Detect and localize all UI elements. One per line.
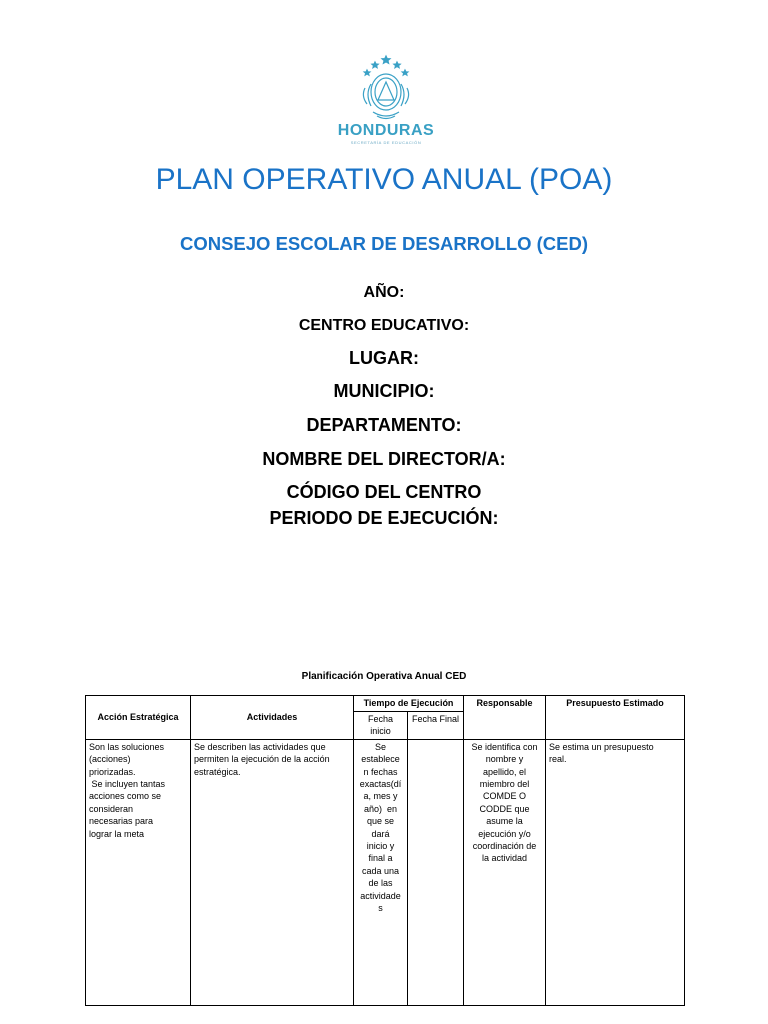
cell-line: CODDE que: [479, 803, 530, 814]
header-fecha-final: Fecha Final: [408, 712, 464, 740]
cell-line: apellido, el: [483, 766, 527, 777]
field-codigo-centro: CÓDIGO DEL CENTRO: [286, 482, 482, 502]
cell-line: Se describen las actividades que: [194, 741, 326, 752]
table-caption: Planificación Operativa Anual CED: [301, 671, 467, 682]
header-responsable: Responsable: [464, 696, 546, 740]
cell-line: COMDE O: [483, 791, 527, 802]
cell-line: Se estima un presupuesto: [549, 741, 654, 752]
field-periodo-ejecucion: PERIODO DE EJECUCIÓN:: [269, 508, 499, 528]
cell-line: miembro del: [479, 779, 530, 790]
logo-subtitle: SECRETARÍA DE EDUCACIÓN: [350, 140, 422, 145]
cell-line: exactas(dí: [359, 779, 402, 790]
document-subtitle: CONSEJO ESCOLAR DE DESARROLLO (CED): [179, 233, 589, 254]
cell-line: inicio y: [366, 841, 395, 852]
cell-line: cada una: [361, 865, 400, 876]
header-actividades: Actividades: [191, 696, 354, 740]
cell-line: Se incluyen tantas: [89, 779, 166, 790]
cell-line: a, mes y: [363, 791, 398, 802]
coat-of-arms-emblem: [351, 54, 421, 122]
cell-line: permiten la ejecución de la acción: [194, 754, 330, 765]
cell-line: la actividad: [482, 853, 528, 864]
cell-line: real.: [549, 754, 567, 765]
honduras-logo: [326, 54, 446, 150]
cell-line: consideran: [89, 803, 134, 814]
cell-line: dará: [371, 828, 390, 839]
cell-line: lograr la meta: [89, 828, 145, 839]
header-tiempo-ejecucion: Tiempo de Ejecución: [354, 696, 464, 712]
cell-line: n fechas: [363, 766, 398, 777]
cell-line: actividade: [360, 890, 401, 901]
cell-line: priorizadas.: [89, 766, 136, 777]
poa-table: [85, 695, 685, 1006]
cell-fecha-inicio: [354, 739, 408, 1005]
field-nombre-director: NOMBRE DEL DIRECTOR/A:: [262, 449, 506, 469]
cell-line: Son las soluciones: [89, 741, 165, 752]
cell-responsable: [464, 739, 546, 1005]
cell-accion-estrategica: [86, 739, 191, 1005]
cell-line: establece: [361, 754, 400, 765]
cell-line: acciones como se: [89, 791, 162, 802]
cell-line: que se: [366, 816, 395, 827]
logo-wordmark: HONDURAS: [337, 122, 435, 139]
cell-line: nombre y: [485, 754, 524, 765]
document-title: PLAN OPERATIVO ANUAL (POA): [155, 163, 613, 196]
cell-line: Se identifica con: [471, 741, 538, 752]
cell-line: Se: [374, 741, 386, 752]
cell-line: estratégica.: [194, 766, 241, 777]
cell-line: necesarias para: [89, 816, 154, 827]
field-anio: AÑO:: [363, 284, 405, 301]
cell-line: año) en: [363, 803, 398, 814]
cell-line: (acciones): [89, 754, 131, 765]
cell-actividades: [191, 739, 354, 1005]
cell-line: final a: [368, 853, 393, 864]
cell-line: asume la: [486, 816, 523, 827]
cell-presupuesto: [546, 739, 685, 1005]
header-presupuesto: Presupuesto Estimado: [546, 696, 685, 740]
field-departamento: DEPARTAMENTO:: [306, 415, 462, 435]
cell-line: coordinación de: [472, 841, 537, 852]
cell-line: ejecución y/o: [478, 828, 531, 839]
cell-fecha-final: [408, 739, 464, 1005]
field-municipio: MUNICIPIO:: [333, 381, 435, 401]
field-lugar: LUGAR:: [349, 348, 419, 368]
header-accion-estrategica: Acción Estratégica: [86, 696, 191, 740]
field-centro-educativo: CENTRO EDUCATIVO:: [298, 317, 470, 334]
cell-line: de las: [368, 878, 393, 889]
header-fecha-inicio: Fecha inicio: [354, 712, 408, 740]
cell-line: s: [378, 903, 383, 914]
